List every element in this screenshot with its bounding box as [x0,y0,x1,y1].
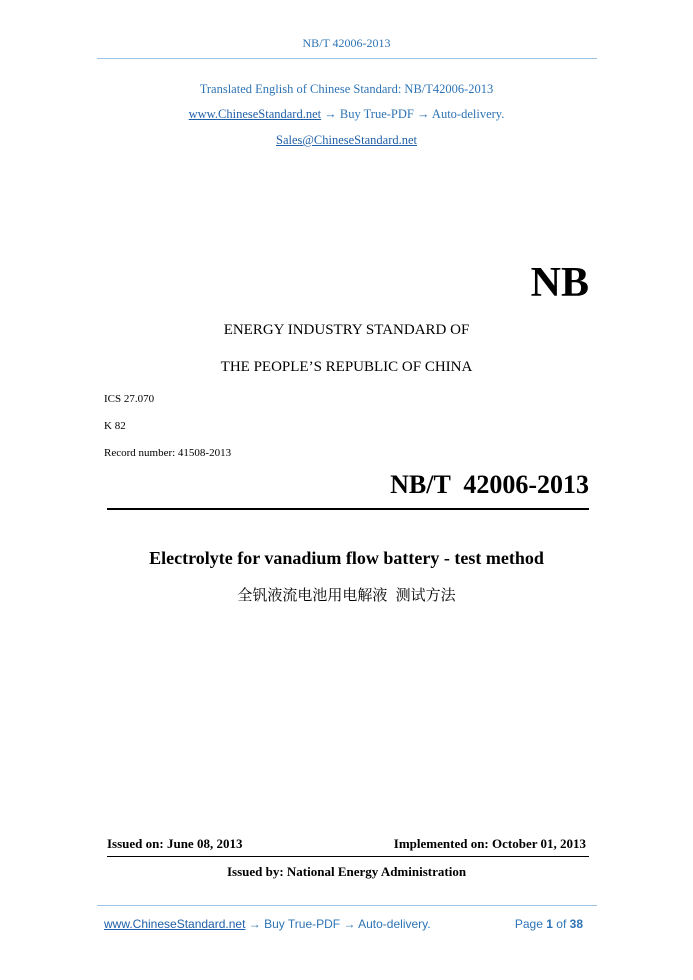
promo-email-line [0,133,693,148]
standard-number: NB/T 42006-2013 [390,470,589,499]
header-rule [97,58,597,59]
nb-logo: NB [530,260,589,306]
heading-line-1: ENERGY INDUSTRY STANDARD OF [223,322,470,338]
page-label: Page [514,917,543,931]
issued-by: Issued by: National Energy Administration [226,864,467,879]
issue-rule [107,856,589,857]
header-code: NB/T 42006-2013 [302,36,391,50]
promo-site-line [0,107,693,122]
page-current: 1 [546,917,553,931]
site-link[interactable]: www.ChineseStandard.net [188,107,322,121]
ics-code: ICS 27.070 [104,393,155,405]
standard-rule [107,508,589,510]
page-of: of [556,917,567,931]
footer-site-link[interactable]: www.ChineseStandard.net [104,917,246,931]
title-cn: 全钒液流电池用电解液 测试方法 [237,587,456,604]
heading-line-2: THE PEOPLE’S REPUBLIC OF CHINA [220,359,473,375]
promo-site-suffix: → Buy True-PDF → Auto-delivery. [324,107,505,121]
title-en: Electrolyte for vanadium flow battery - test method [149,548,544,568]
page-indicator [515,917,583,931]
promo-line: Translated English of Chinese Standard: NB/T42006-2013 [199,82,494,96]
footer-rule [97,905,597,906]
record-number: Record number: 41508-2013 [104,447,232,459]
footer-site-suffix: → Buy True-PDF → Auto-delivery. [248,917,431,931]
footer-site-line [104,917,431,931]
email-link[interactable]: Sales@ChineseStandard.net [276,133,417,147]
issued-on: Issued on: June 08, 2013 [107,836,243,851]
implemented-on: Implemented on: October 01, 2013 [393,836,586,851]
page-total: 38 [569,917,583,931]
k-code: K 82 [104,420,126,432]
